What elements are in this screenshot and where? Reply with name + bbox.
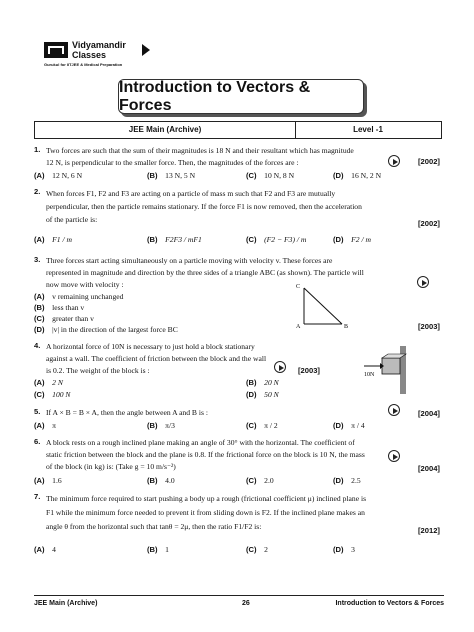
question-text: If A × B = B × A, then the angle between A and B is : — [46, 408, 208, 417]
option: (A) 12 N, 6 N — [34, 171, 83, 180]
option: (B) 20 N — [246, 378, 279, 387]
play-video-icon[interactable] — [274, 361, 286, 373]
year-tag: [2002] — [418, 157, 440, 166]
option: (B) F2F3 / mF1 — [147, 235, 202, 244]
year-tag: [2003] — [298, 366, 320, 375]
page-title: Introduction to Vectors & Forces — [118, 79, 364, 114]
question-text: The minimum force required to start pushing a body up a rough (frictional coefficient μ) inclined plane is — [46, 494, 367, 503]
year-tag: [2003] — [418, 322, 440, 331]
question-text: Two forces are such that the sum of their magnitudes is 18 N and their resultant which has magnitude — [46, 146, 354, 155]
question-number: 7. — [34, 492, 41, 501]
option: (C) π / 2 — [246, 421, 278, 430]
question-text: of the particle is: — [46, 215, 98, 224]
question-text: against a wall. The coefficient of friction between the block and the wall — [46, 354, 267, 363]
header-archive: JEE Main (Archive) — [35, 122, 296, 138]
question-number: 1. — [34, 145, 41, 154]
option: (C) 100 N — [34, 390, 71, 399]
option: (C) (F2 − F3) / m — [246, 235, 307, 244]
option: (A) 1.6 — [34, 476, 62, 485]
option: (C) 2.0 — [246, 476, 274, 485]
logo — [44, 40, 150, 70]
question-text: static friction between the block and the plane is 0.8. If the frictional force on the block is 10 N, the mass — [46, 450, 365, 459]
logo-mark-icon — [44, 42, 68, 58]
question-text: Three forces start acting simultaneously on a particle moving with velocity v. These forces are — [46, 256, 333, 265]
option: (C) 10 N, 8 N — [246, 171, 295, 180]
year-tag: [2004] — [418, 409, 440, 418]
option: (D) 16 N, 2 N — [333, 171, 382, 180]
triangle-abc-figure — [292, 280, 352, 332]
question-text: now move with velocity : — [46, 280, 124, 289]
option: (D) 50 N — [246, 390, 279, 399]
option: (C) 2 — [246, 545, 268, 554]
force-label: 10N — [364, 372, 375, 378]
option: (B) less than v — [34, 303, 85, 312]
play-video-icon[interactable] — [388, 155, 400, 167]
question-text: A horizontal force of 10N is necessary to just hold a block stationary — [46, 342, 255, 351]
question-text: F1 while the minimum force needed to prevent it from sliding down is F2. If the inclined plane makes an — [46, 508, 365, 517]
option: (D) 2.5 — [333, 476, 361, 485]
year-tag: [2004] — [418, 464, 440, 473]
question-number: 3. — [34, 255, 41, 264]
question-text: of the block (in kg) is: (Take g = 10 m/s⁻²) — [46, 462, 176, 471]
question-text: 12 N, is perpendicular to the smaller force. Then, the magnitudes of the forces are : — [46, 158, 299, 167]
option: (B) 1 — [147, 545, 169, 554]
page-footer — [34, 595, 444, 607]
option: (D) 3 — [333, 545, 355, 554]
table-header — [34, 121, 442, 139]
option: (A) π — [34, 421, 56, 430]
question-text: perpendicular, then the particle remains stationary. If the force F1 is now removed, then the acceleration — [46, 202, 362, 211]
play-video-icon[interactable] — [388, 404, 400, 416]
question-number: 4. — [34, 341, 41, 350]
logo-name: Vidyamandir Classes — [72, 40, 126, 60]
option: (A) v remaining unchanged — [34, 292, 124, 301]
option: (D) π / 4 — [333, 421, 365, 430]
year-tag: [2012] — [418, 526, 440, 535]
option: (C) greater than v — [34, 314, 94, 323]
year-tag: [2002] — [418, 219, 440, 228]
option: (A) F1 / m — [34, 235, 72, 244]
logo-arrow-icon — [142, 44, 150, 56]
header-level: Level -1 — [353, 125, 383, 134]
vertex-b-label: B — [344, 324, 349, 330]
question-text: represented in magnitude and direction by the three sides of a triangle ABC (as shown). The particle will — [46, 268, 364, 277]
footer-right: Introduction to Vectors & Forces — [335, 600, 444, 607]
option: (B) 13 N, 5 N — [147, 171, 196, 180]
question-text: angle θ from the horizontal such that tanθ = 2μ, then the ratio F1/F2 is: — [46, 522, 262, 531]
question-text: When forces F1, F2 and F3 are acting on a particle of mass m such that F2 and F3 are mutually — [46, 189, 336, 198]
play-video-icon[interactable] — [417, 276, 429, 288]
option: (B) 4.0 — [147, 476, 175, 485]
footer-left: JEE Main (Archive) — [34, 600, 98, 607]
option: (D) F2 / m — [333, 235, 371, 244]
question-number: 5. — [34, 407, 41, 416]
question-number: 2. — [34, 187, 41, 196]
vertex-c-label: C — [296, 284, 301, 290]
block-wall-figure — [360, 346, 416, 396]
question-number: 6. — [34, 437, 41, 446]
logo-tagline: Gurukul for IITJEE & Medical Preparation — [44, 62, 123, 67]
question-text: is 0.2. The weight of the block is : — [46, 366, 150, 375]
option: (A) 2 N — [34, 378, 63, 387]
option: (D) |v| in the direction of the largest force BC — [34, 325, 178, 334]
play-video-icon[interactable] — [388, 450, 400, 462]
page-number: 26 — [242, 600, 250, 607]
option: (B) π/3 — [147, 421, 175, 430]
question-text: A block rests on a rough inclined plane making an angle of 30° with the horizontal. The coefficient of — [46, 438, 355, 447]
option: (A) 4 — [34, 545, 56, 554]
vertex-a-label: A — [296, 324, 301, 330]
